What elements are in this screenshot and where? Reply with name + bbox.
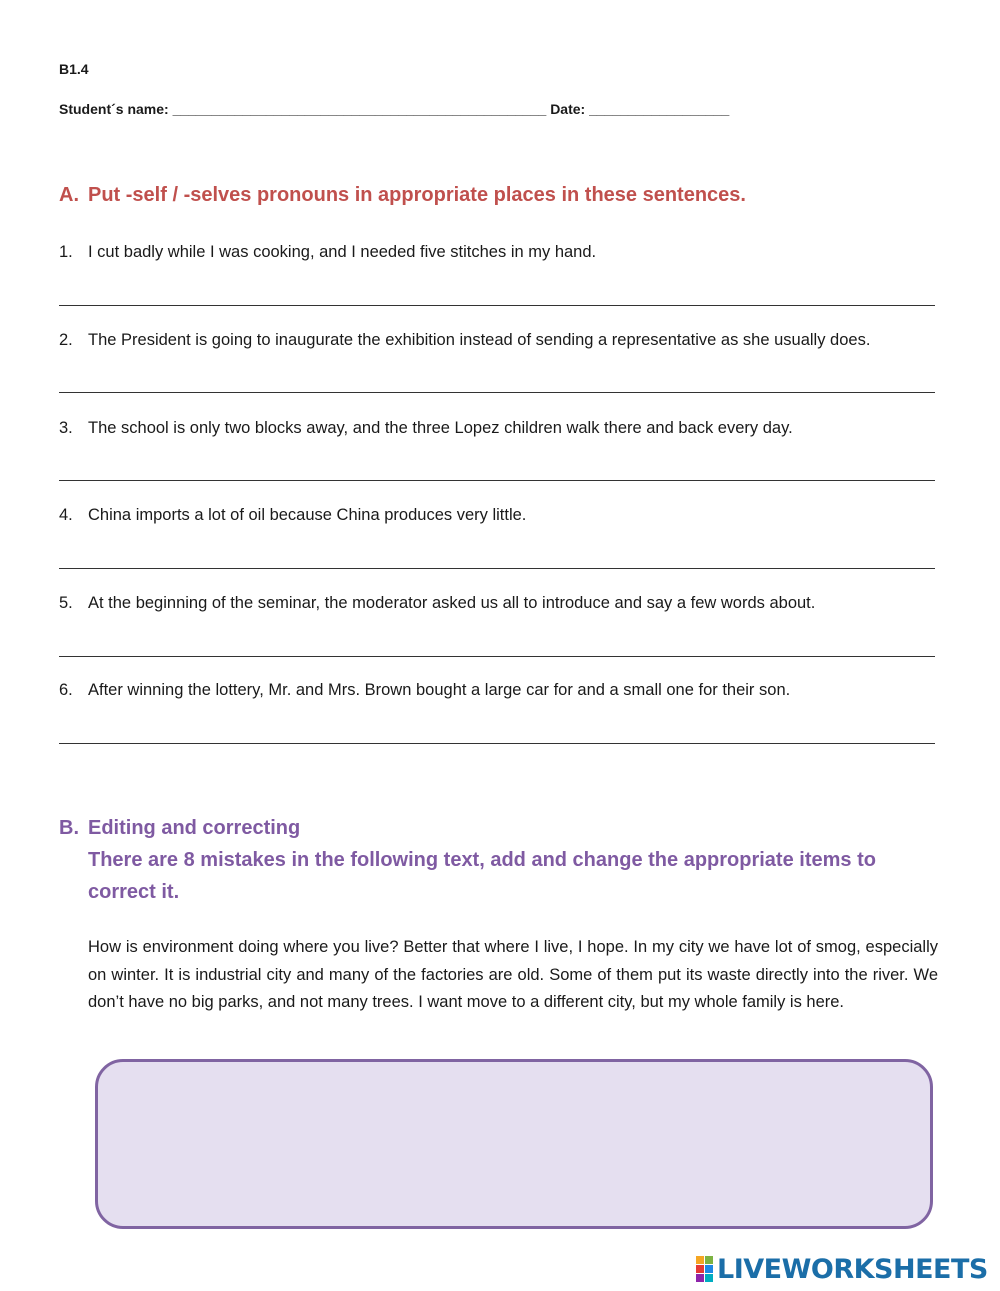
section-a-letter: A. [59,184,79,206]
answer-line-2[interactable] [59,392,935,393]
editing-paragraph: How is environment doing where you live? Better that where I live, I hope. In my city we have lot of smog, especially on winter. It is industrial city and many of the factories are old. Some of them put its waste directly into the river. We don’t have no big parks, and not many trees. I want move to a different city, but my whole family is here. [88,938,938,1011]
logo-blocks-icon [696,1256,713,1282]
logo-block [696,1265,704,1273]
question-number: 2. [59,331,73,349]
question-text: The school is only two blocks away, and the three Lopez children walk there and back every day. [88,419,793,437]
worksheet-level: B1.4 [59,61,89,77]
question-number: 3. [59,419,73,437]
section-b-letter: B. [59,817,79,839]
question-number: 1. [59,243,73,261]
question-3 [59,419,793,438]
section-b-instruction: There are 8 mistakes in the following text, add and change the appropriate items to correct it. [88,849,876,903]
answer-line-3[interactable] [59,480,935,481]
question-text: China imports a lot of oil because China produces very little. [88,506,527,524]
question-number: 6. [59,681,73,699]
question-2 [59,331,870,350]
logo-block [696,1274,704,1282]
question-text: I cut badly while I was cooking, and I needed five stitches in my hand. [88,243,597,261]
student-name-date-row[interactable]: Student´s name: ________________________________________________ Date: __________________ [59,101,730,117]
question-5 [59,594,815,613]
answer-line-1[interactable] [59,305,935,306]
liveworksheets-logo [696,1252,988,1286]
question-1 [59,243,596,262]
answer-line-4[interactable] [59,568,935,569]
question-number: 5. [59,594,73,612]
logo-block [705,1256,713,1264]
logo-text: LIVEWORKSHEETS [717,1253,988,1285]
section-a-title: Put -self / -selves pronouns in appropriate places in these sentences. [88,184,746,206]
section-b-heading [59,812,908,908]
question-text: At the beginning of the seminar, the moderator asked us all to introduce and say a few words about. [88,594,816,612]
question-4 [59,506,526,525]
question-number: 4. [59,506,73,524]
logo-block [705,1274,713,1282]
answer-text-box[interactable] [95,1059,933,1229]
section-b-title: Editing and correcting [88,817,301,839]
logo-block [705,1265,713,1273]
answer-line-5[interactable] [59,656,935,657]
question-text: The President is going to inaugurate the exhibition instead of sending a representative as she usually does. [88,331,871,349]
section-a-heading [59,184,746,207]
question-text: After winning the lottery, Mr. and Mrs. Brown bought a large car for and a small one for their son. [88,681,791,699]
logo-block [696,1256,704,1264]
answer-line-6[interactable] [59,743,935,744]
question-6 [59,681,790,700]
